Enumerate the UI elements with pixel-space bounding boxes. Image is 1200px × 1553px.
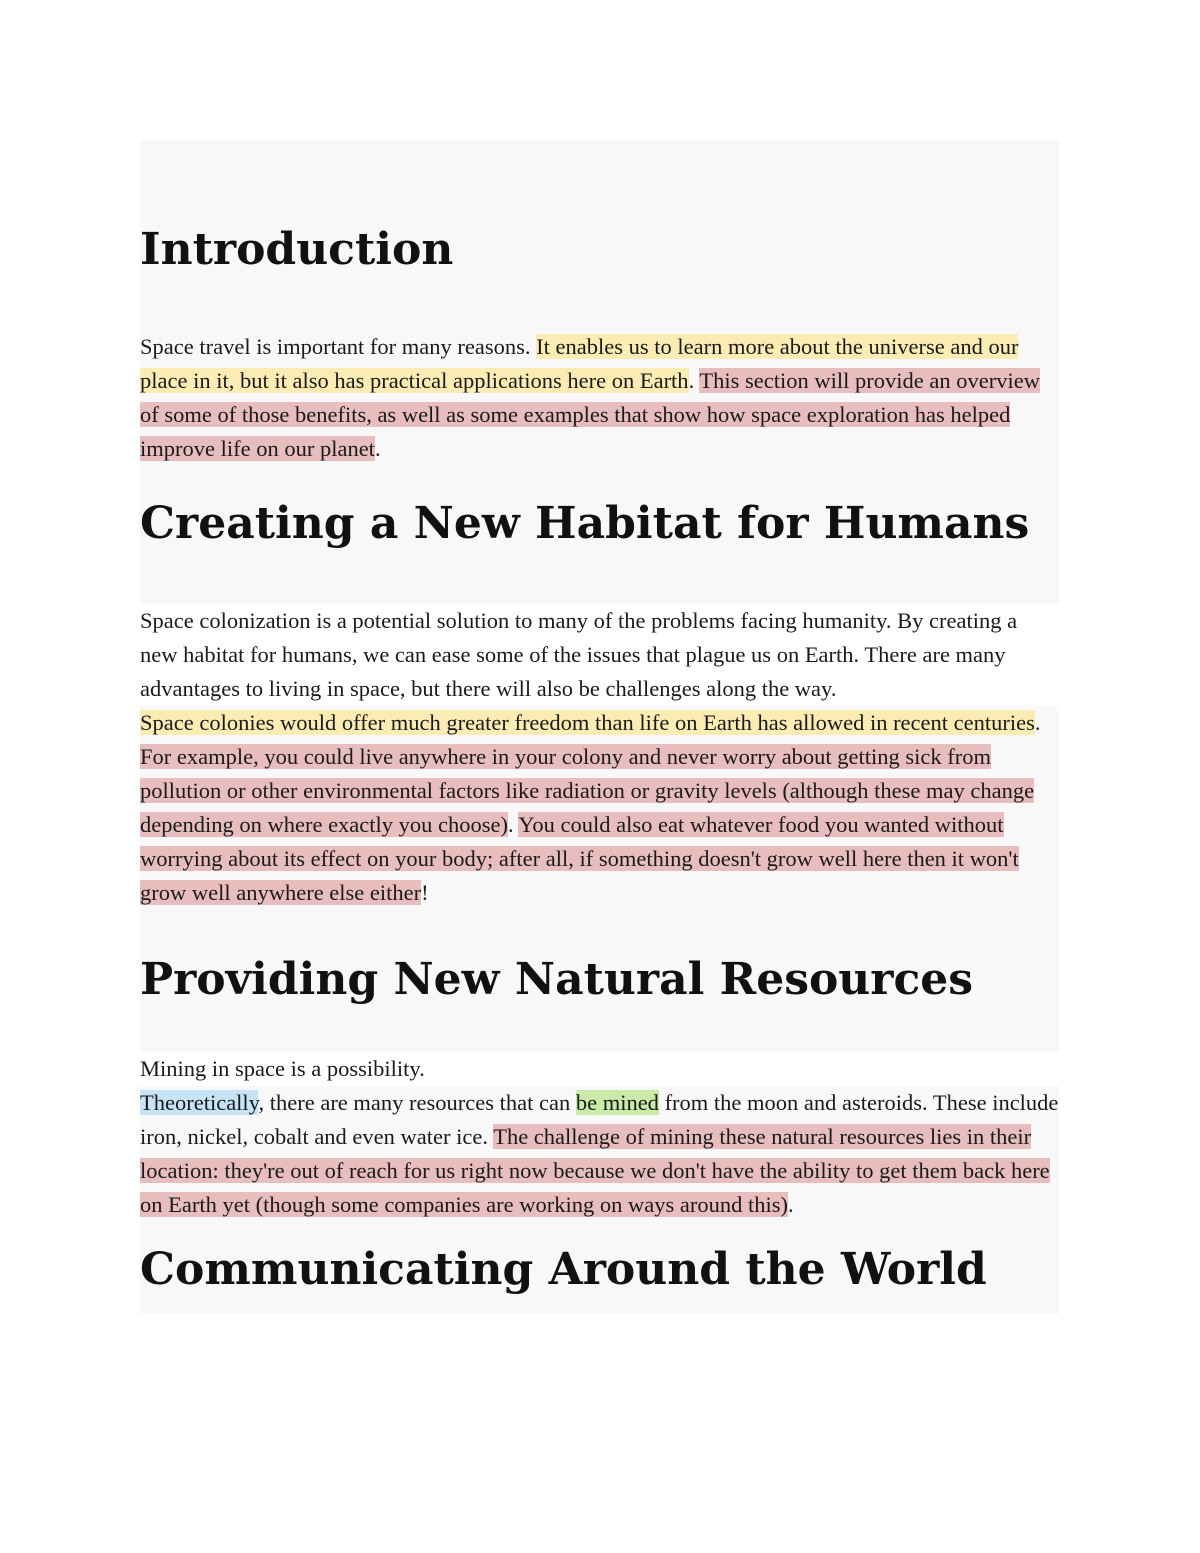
resources-paragraph-1	[140, 1052, 1059, 1086]
communicating-heading-block	[140, 1222, 1059, 1314]
habitat-heading-block	[140, 486, 1059, 604]
resources-heading-block	[140, 936, 1059, 1052]
resources-paragraph-block	[140, 1052, 1059, 1086]
text-segment: .	[688, 368, 700, 393]
text-segment: .	[508, 812, 519, 837]
section-heading-habitat: Creating a New Habitat for Humans	[140, 498, 1030, 549]
text-segment: , there are many resources that can	[258, 1090, 576, 1115]
resources-paragraph-2	[140, 1086, 1059, 1222]
habitat-paragraph-2-block	[140, 706, 1059, 936]
highlight-yellow: Space colonies would offer much greater freedom than life on Earth has allowed in recent centuries	[140, 710, 1035, 735]
text-segment: .	[787, 1192, 794, 1217]
highlight-red: For example, you could live anywhere in your colony and never worry about getting sick from pollution or other environmental factors like radiation or gravity levels (although these may change depending on where exactly you choose)	[140, 744, 1035, 837]
highlight-green: be mined	[575, 1090, 659, 1115]
habitat-paragraph-block	[140, 604, 1059, 706]
resources-paragraph-2-block	[140, 1086, 1059, 1222]
text-segment: Mining in space is a possibility.	[140, 1056, 425, 1081]
highlight-blue: Theoretically	[140, 1090, 259, 1115]
intro-paragraph	[140, 330, 1059, 486]
intro-section	[140, 140, 1059, 486]
text-segment: Space colonization is a potential solution to many of the problems facing humanity. By creating a new habitat for humans, we can ease some of the issues that plague us on Earth. There are many advantages to living in space, but there will also be challenges along the way.	[140, 608, 1018, 701]
highlight-red: This section will provide an overview of some of those benefits, as well as some examples that show how space exploration has helped improve life on our planet	[140, 368, 1040, 461]
section-heading-resources: Providing New Natural Resources	[140, 954, 974, 1005]
highlight-red: The challenge of mining these natural resources lies in their location: they're out of reach for us right now because we don't have the ability to get them back here on Earth yet (though some companies are working on ways around this)	[140, 1124, 1050, 1217]
text-segment: !	[421, 880, 429, 905]
habitat-paragraph-1	[140, 604, 1059, 706]
text-segment: .	[1034, 710, 1041, 735]
text-segment: .	[374, 436, 381, 461]
highlight-yellow: It enables us to learn more about the universe and our place in it, but it also has practical applications here on Earth	[140, 334, 1019, 393]
section-heading-introduction: Introduction	[140, 224, 454, 275]
habitat-paragraph-2	[140, 706, 1059, 910]
document-page	[140, 140, 1059, 1314]
section-heading-communicating: Communicating Around the World	[140, 1244, 987, 1295]
text-segment: from the moon and asteroids. These include iron, nickel, cobalt and even water ice.	[140, 1090, 1059, 1149]
text-segment: Space travel is important for many reasons.	[140, 334, 537, 359]
highlight-red: You could also eat whatever food you wanted without worrying about its effect on your body; after all, if something doesn't grow well here then it won't grow well anywhere else either	[140, 812, 1019, 905]
